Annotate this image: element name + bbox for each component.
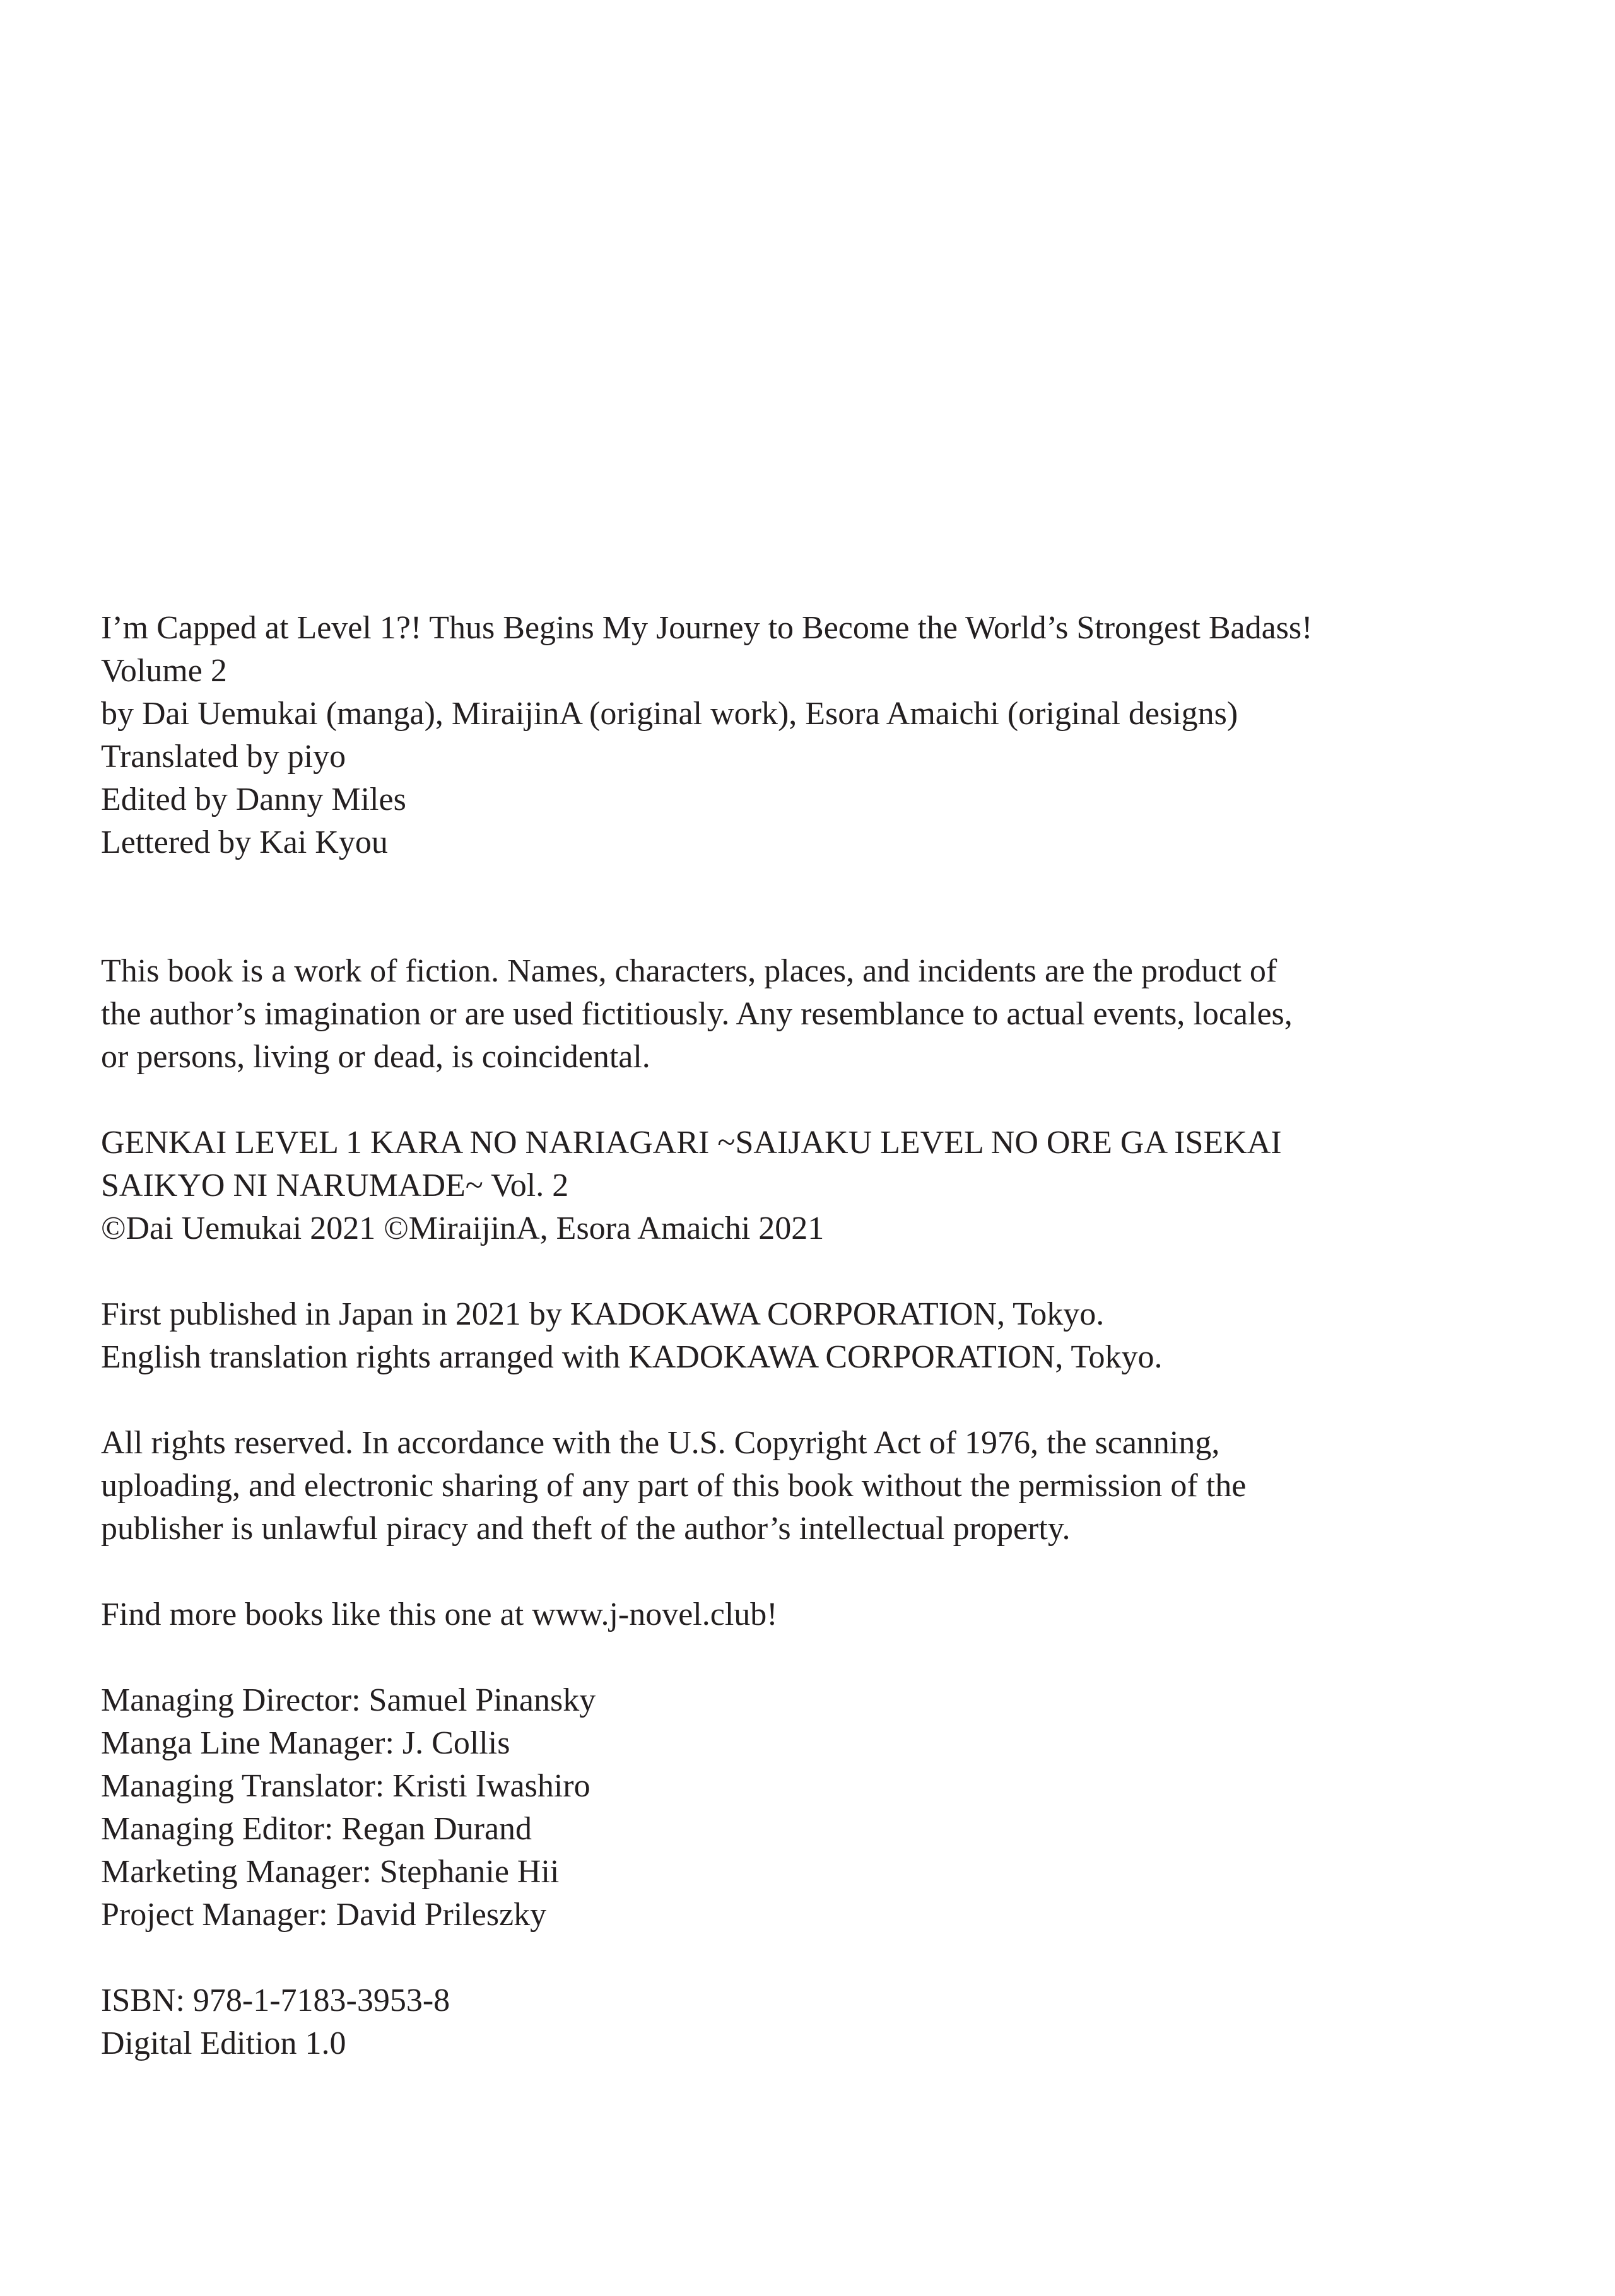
book-title: I’m Capped at Level 1?! Thus Begins My Journey to Become the World’s Strongest Badass! xyxy=(101,610,1313,646)
isbn-block xyxy=(101,1979,1527,2065)
publication-block xyxy=(101,1293,1527,1379)
find-more-text: Find more books like this one at www.j-novel.club! xyxy=(101,1596,778,1632)
credits-block xyxy=(101,607,1527,864)
original-title-line: SAIKYO NI NARUMADE~ Vol. 2 xyxy=(101,1168,569,1204)
byline: by Dai Uemukai (manga), MiraijinA (original work), Esora Amaichi (original designs) xyxy=(101,696,1238,732)
copyright-line: ©Dai Uemukai 2021 ©MiraijinA, Esora Amaichi 2021 xyxy=(101,1210,825,1246)
rights-block xyxy=(101,1422,1527,1550)
publication-line: English translation rights arranged with KADOKAWA CORPORATION, Tokyo. xyxy=(101,1339,1163,1375)
rights-line: uploading, and electronic sharing of any part of this book without the permission of the xyxy=(101,1468,1247,1504)
staff-block xyxy=(101,1679,1527,1936)
rights-line: All rights reserved. In accordance with the U.S. Copyright Act of 1976, the scanning, xyxy=(101,1425,1220,1461)
letterer-credit: Lettered by Kai Kyou xyxy=(101,824,388,860)
staff-line: Manga Line Manager: J. Collis xyxy=(101,1725,510,1761)
copyright-page xyxy=(101,607,1527,2065)
volume-label: Volume 2 xyxy=(101,653,227,689)
original-title-line: GENKAI LEVEL 1 KARA NO NARIAGARI ~SAIJAKU LEVEL NO ORE GA ISEKAI xyxy=(101,1125,1282,1161)
rights-line: publisher is unlawful piracy and theft of the author’s intellectual property. xyxy=(101,1511,1071,1547)
staff-line: Project Manager: David Prileszky xyxy=(101,1897,547,1933)
fiction-notice xyxy=(101,950,1527,1079)
edition: Digital Edition 1.0 xyxy=(101,2025,346,2061)
publication-line: First published in Japan in 2021 by KADOKAWA CORPORATION, Tokyo. xyxy=(101,1296,1105,1332)
staff-line: Marketing Manager: Stephanie Hii xyxy=(101,1854,560,1890)
fiction-notice-line: This book is a work of fiction. Names, characters, places, and incidents are the product of xyxy=(101,953,1277,989)
editor-credit: Edited by Danny Miles xyxy=(101,782,406,817)
staff-line: Managing Director: Samuel Pinansky xyxy=(101,1682,596,1718)
find-more-block xyxy=(101,1593,1527,1636)
fiction-notice-line: the author’s imagination or are used fictitiously. Any resemblance to actual events, locales, xyxy=(101,996,1293,1032)
staff-line: Managing Editor: Regan Durand xyxy=(101,1811,532,1847)
translator-credit: Translated by piyo xyxy=(101,739,346,775)
staff-line: Managing Translator: Kristi Iwashiro xyxy=(101,1768,590,1804)
fiction-notice-line: or persons, living or dead, is coincidental. xyxy=(101,1039,650,1075)
original-title-block xyxy=(101,1122,1527,1250)
isbn: ISBN: 978-1-7183-3953-8 xyxy=(101,1983,450,2018)
